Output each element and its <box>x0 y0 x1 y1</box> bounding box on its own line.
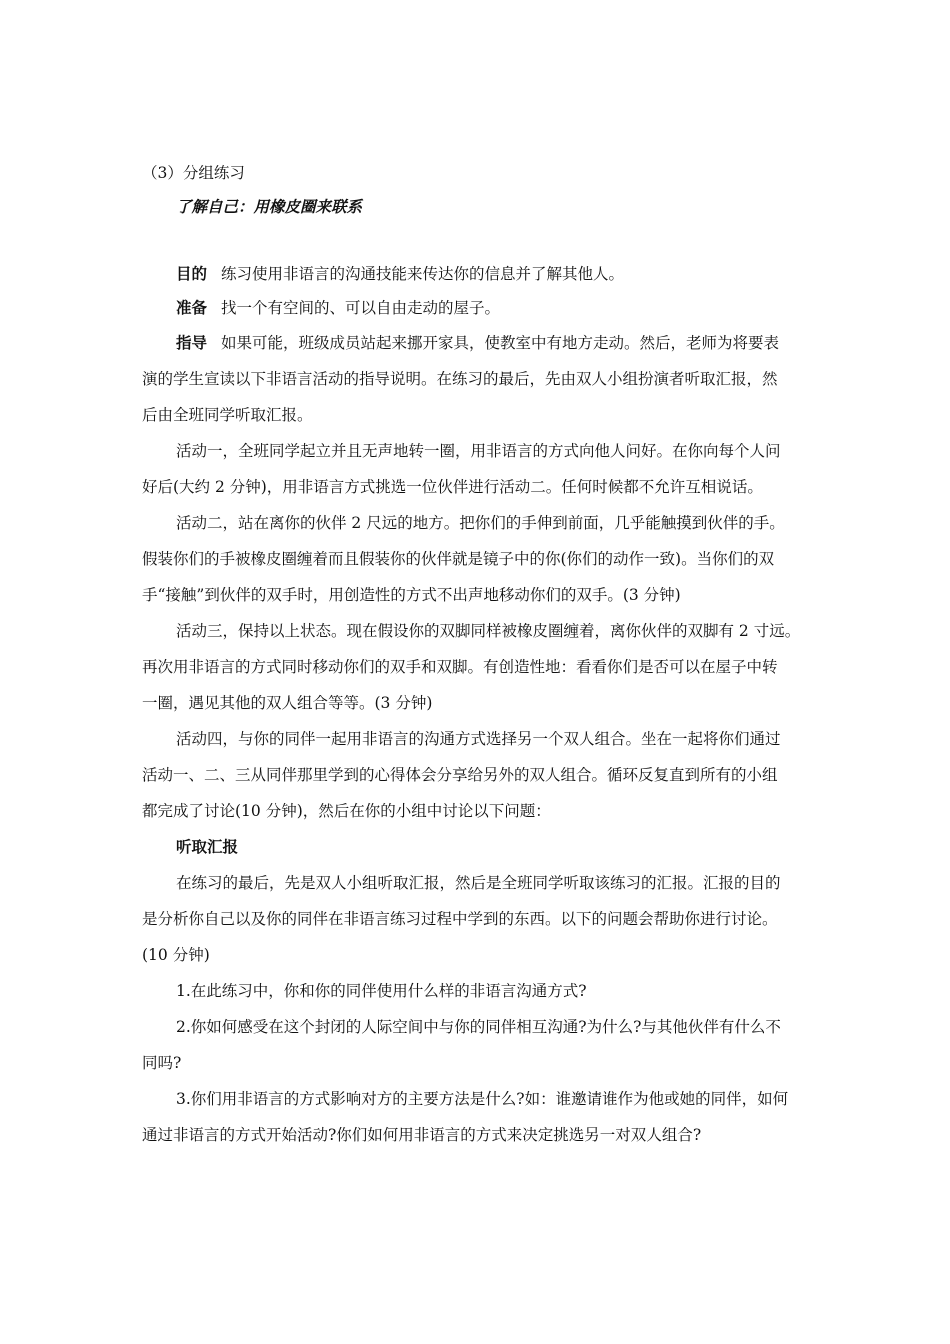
section-heading: （3）分组练习 <box>142 164 245 182</box>
preparation-text: 找一个有空间的、可以自由走动的屋子。 <box>221 299 501 317</box>
guidance-line: 演的学生宣读以下非语言活动的指导说明。在练习的最后，先由双人小组扮演者听取汇报，然 <box>142 370 778 388</box>
activity4-line: 活动一、二、三从同伴那里学到的心得体会分享给另外的双人组合。循环反复直到所有的小组 <box>142 766 778 784</box>
question-2: 2.你如何感受在这个封闭的人际空间中与你的同伴相互沟通?为什么?与其他伙伴有什么不 <box>176 1018 781 1036</box>
activity3-line: 再次用非语言的方式同时移动你们的双手和双脚。有创造性地：看看你们是否可以在屋子中转 <box>142 658 778 676</box>
question-3-cont: 通过非语言的方式开始活动?你们如何用非语言的方式来决定挑选另一对双人组合? <box>142 1126 702 1144</box>
guidance-label: 指导 <box>176 333 208 352</box>
activity2-line: 手“接触”到伙伴的双手时，用创造性的方式不出声地移动你们的双手。(3 分钟) <box>142 586 681 604</box>
activity1-line: 好后(大约 2 分钟)，用非语言方式挑选一位伙伴进行活动二。任何时候都不允许互相说话。 <box>142 478 763 496</box>
debrief-line: 在练习的最后，先是双人小组听取汇报，然后是全班同学听取该练习的汇报。汇报的目的 <box>176 874 781 892</box>
question-3: 3.你们用非语言的方式影响对方的主要方法是什么?如：谁邀请谁作为他或她的同伴，如何 <box>176 1090 789 1108</box>
question-1: 1.在此练习中，你和你的同伴使用什么样的非语言沟通方式? <box>176 982 587 1000</box>
activity3-line: 活动三，保持以上状态。现在假设你的双脚同样被橡皮圈缠着，离你伙伴的双脚有 2 寸远。 <box>176 622 801 640</box>
activity2-line: 假装你们的手被橡皮圈缠着而且假装你的伙伴就是镜子中的你(你们的动作一致)。当你们的双 <box>142 550 775 568</box>
activity3-line: 一圈，遇见其他的双人组合等等。(3 分钟) <box>142 694 433 712</box>
purpose-paragraph <box>176 264 846 284</box>
debrief-line: (10 分钟) <box>142 946 210 964</box>
activity4-line: 都完成了讨论(10 分钟)，然后在你的小组中讨论以下问题： <box>142 802 551 820</box>
debrief-line: 是分析你自己以及你的同伴在非语言练习过程中学到的东西。以下的问题会帮助你进行讨论。 <box>142 910 778 928</box>
activity2-line: 活动二，站在离你的伙伴 2 尺远的地方。把你们的手伸到前面，几乎能触摸到伙伴的手。 <box>176 514 785 532</box>
activity1-line: 活动一，全班同学起立并且无声地转一圈，用非语言的方式向他人问好。在你向每个人问 <box>176 442 781 460</box>
purpose-label: 目的 <box>176 264 208 283</box>
purpose-text: 练习使用非语言的沟通技能来传达你的信息并了解其他人。 <box>221 265 625 283</box>
debrief-heading: 听取汇报 <box>176 837 239 856</box>
activity4-line: 活动四，与你的同伴一起用非语言的沟通方式选择另一个双人组合。坐在一起将你们通过 <box>176 730 781 748</box>
exercise-title: 了解自己：用橡皮圈来联系 <box>176 197 363 216</box>
guidance-paragraph <box>176 333 846 353</box>
preparation-paragraph <box>176 298 846 318</box>
guidance-line: 后由全班同学听取汇报。 <box>142 406 313 424</box>
preparation-label: 准备 <box>176 298 208 317</box>
question-2-cont: 同吗? <box>142 1054 182 1072</box>
guidance-text: 如果可能，班级成员站起来挪开家具，使教室中有地方走动。然后，老师为将要表 <box>221 334 780 352</box>
